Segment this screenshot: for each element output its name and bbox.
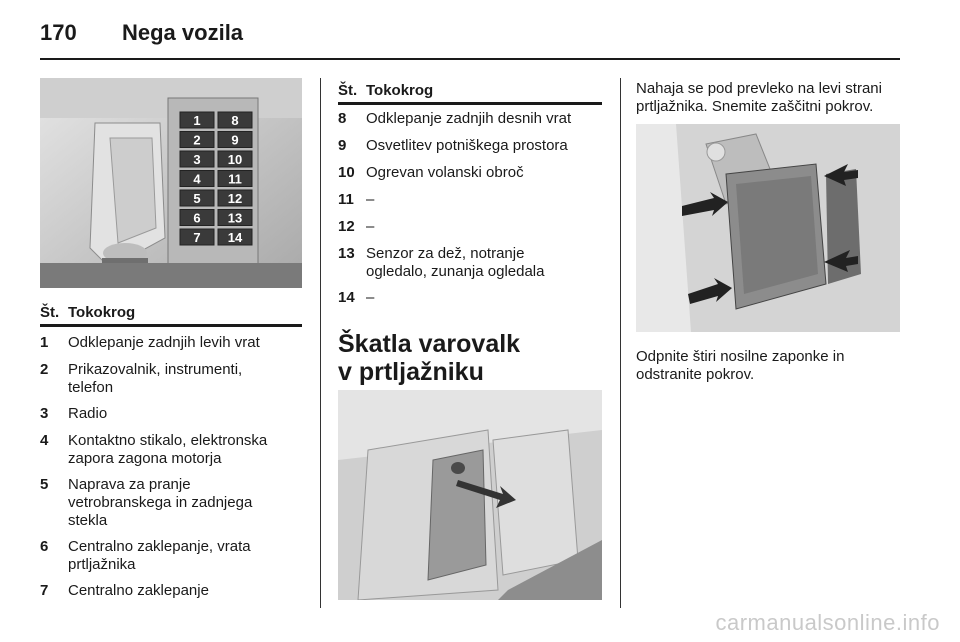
fuse-number-label: 2 bbox=[193, 132, 201, 148]
fuse-number-label: 3 bbox=[193, 152, 201, 167]
fuse-box-cover-photo bbox=[636, 124, 900, 332]
fuse-number-label: 1 bbox=[193, 113, 201, 128]
col-header-number: Št. bbox=[40, 304, 60, 321]
header-rule bbox=[40, 58, 900, 60]
fuse-number-label: 9 bbox=[231, 132, 239, 148]
page-title: Nega vozila bbox=[122, 20, 244, 45]
fuse-panel-illustration bbox=[40, 78, 302, 288]
fuse-number-label: 6 bbox=[193, 210, 201, 226]
col-header-circuit: Tokokrog bbox=[68, 304, 136, 321]
fuse-panel-photo bbox=[40, 78, 302, 288]
page-number: 170 bbox=[40, 20, 77, 45]
page-header bbox=[40, 14, 900, 58]
trunk-illustration bbox=[338, 390, 602, 600]
column-divider-right bbox=[620, 78, 621, 608]
fuse-box-illustration bbox=[636, 124, 900, 332]
mid-table-rule bbox=[338, 102, 602, 105]
col-header-circuit: Tokokrog bbox=[366, 82, 434, 99]
watermark: carmanualsonline.info bbox=[715, 610, 940, 635]
paragraph-location: Nahaja se pod prevleko na levi strani prtljažnika. Snemite zaščitni pokrov. bbox=[636, 80, 882, 115]
section-title: Škatla varovalk v prtljažniku bbox=[338, 330, 521, 386]
col-header-number: Št. bbox=[338, 82, 358, 99]
fuse-number-label: 4 bbox=[193, 171, 201, 187]
paragraph-instruction: Odpnite štiri nosilne zaponke in odstranite pokrov. bbox=[636, 348, 845, 383]
column-divider-left bbox=[320, 78, 321, 608]
fuse-number-label: 10 bbox=[227, 152, 243, 167]
left-table-rule bbox=[40, 324, 302, 327]
fuse-number-label: 7 bbox=[193, 230, 201, 245]
fuse-number-label: 13 bbox=[227, 210, 243, 226]
mid-table-header bbox=[338, 82, 602, 102]
left-table-header bbox=[40, 304, 302, 324]
trunk-photo bbox=[338, 390, 602, 600]
fuse-number-label: 14 bbox=[227, 230, 243, 245]
fuse-number-label: 5 bbox=[193, 191, 201, 206]
fuse-number-label: 11 bbox=[228, 171, 242, 187]
fuse-number-label: 12 bbox=[227, 191, 243, 206]
fuse-number-label: 8 bbox=[231, 113, 239, 128]
